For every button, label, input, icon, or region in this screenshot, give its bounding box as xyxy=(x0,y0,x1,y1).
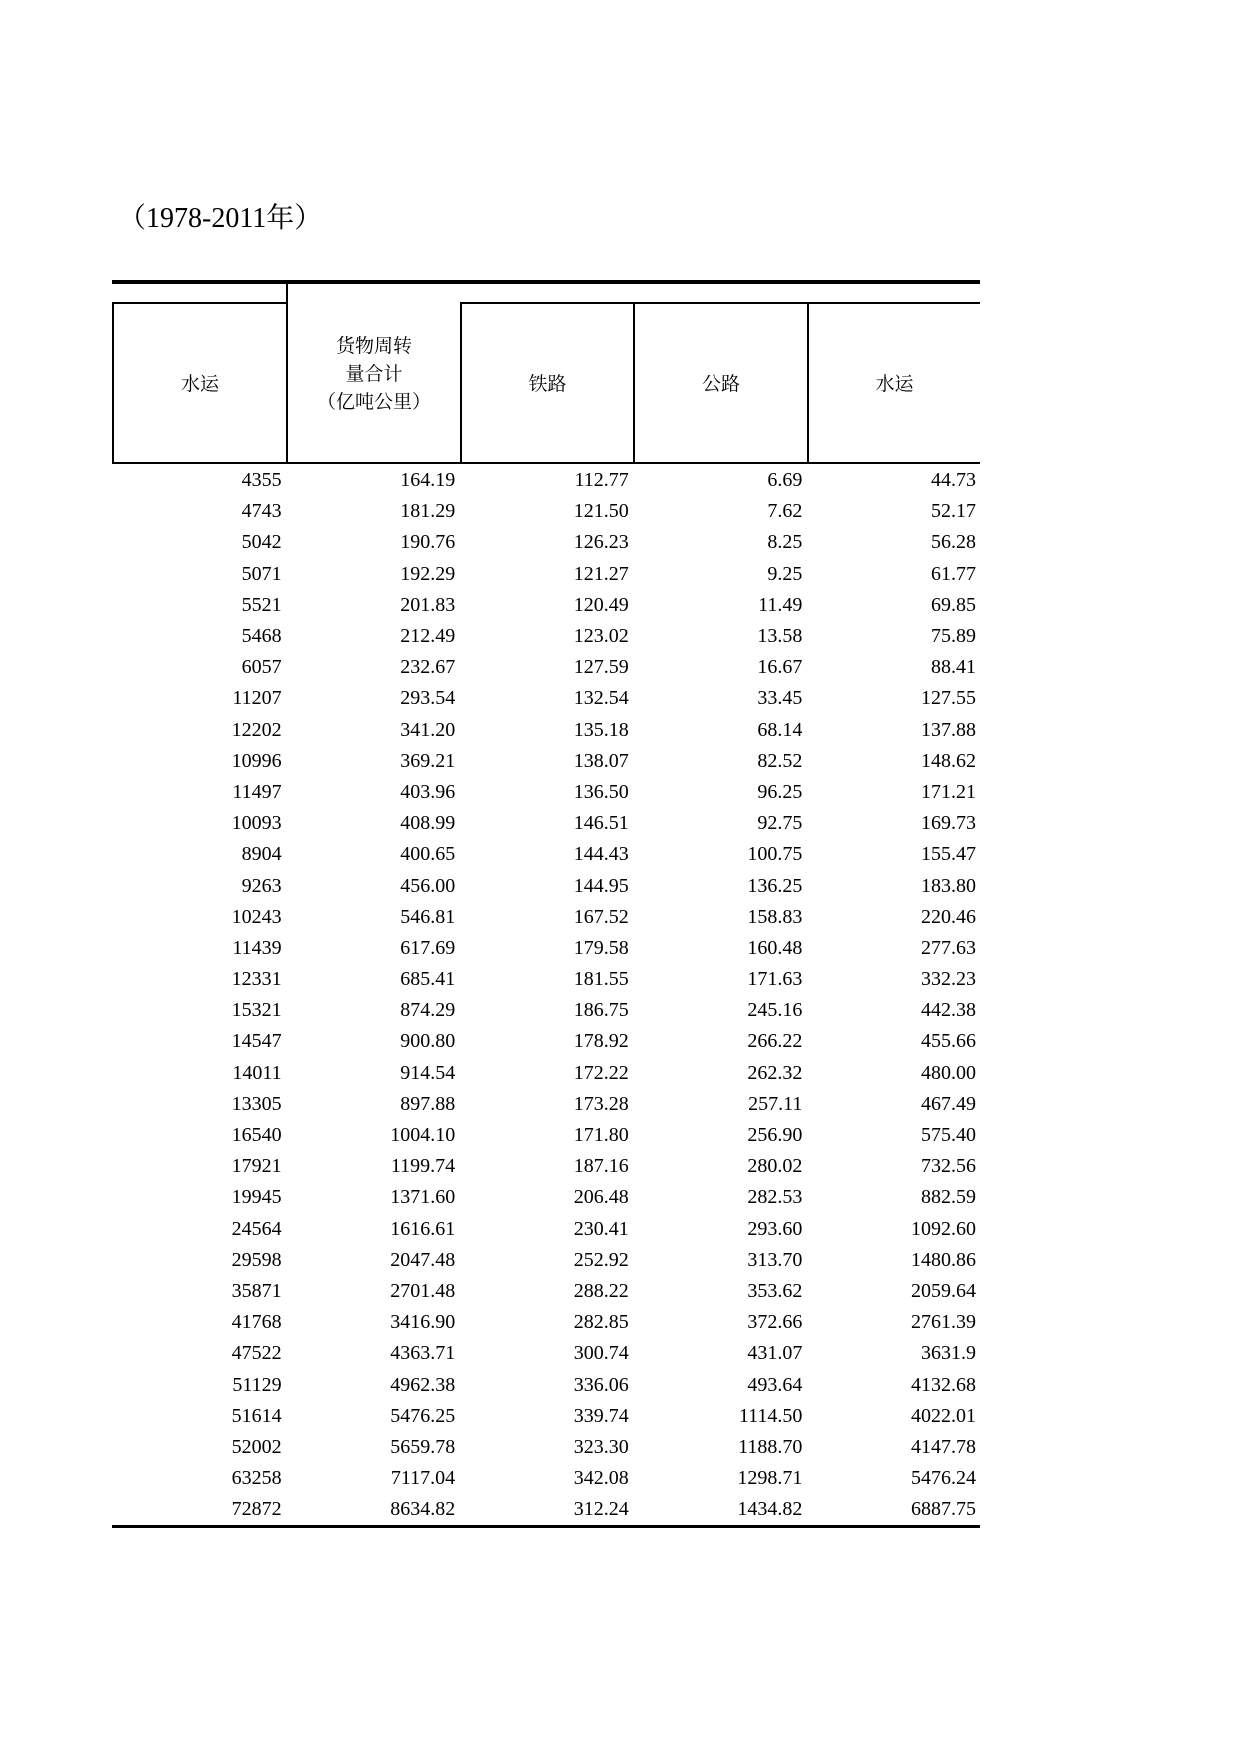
table-cell: 136.50 xyxy=(573,780,629,803)
table-cell: 575.40 xyxy=(920,1124,976,1147)
table-cell: 3416.90 xyxy=(390,1311,456,1334)
table-cell: 266.22 xyxy=(747,1030,803,1053)
table-cell: 11439 xyxy=(232,936,282,959)
table-cell: 92.75 xyxy=(757,812,803,835)
table-cell: 4132.68 xyxy=(910,1373,976,1396)
table-cell: 44.73 xyxy=(930,469,976,492)
table-cell: 897.88 xyxy=(400,1092,456,1115)
table-cell: 135.18 xyxy=(573,718,629,741)
table-row xyxy=(112,1432,980,1463)
table-row xyxy=(112,621,980,652)
table-cell: 5468 xyxy=(241,625,282,648)
table-cell: 164.19 xyxy=(400,469,456,492)
table-cell: 12331 xyxy=(231,968,282,991)
table-row xyxy=(112,1245,980,1276)
table-cell: 82.52 xyxy=(757,749,803,772)
table-row xyxy=(112,465,980,496)
table-cell: 13305 xyxy=(231,1092,282,1115)
table-cell: 187.16 xyxy=(573,1155,629,1178)
table-cell: 685.41 xyxy=(400,968,456,991)
table-cell: 2047.48 xyxy=(390,1248,456,1271)
table-cell: 155.47 xyxy=(920,843,976,866)
table-cell: 230.41 xyxy=(573,1217,629,1240)
table-row xyxy=(112,715,980,746)
table-row xyxy=(112,1369,980,1400)
table-cell: 52002 xyxy=(231,1435,282,1458)
table-cell: 29598 xyxy=(231,1248,282,1271)
table-cell: 4147.78 xyxy=(910,1435,976,1458)
table-cell: 1616.61 xyxy=(390,1217,456,1240)
table-row xyxy=(112,1058,980,1089)
table-cell: 100.75 xyxy=(747,843,803,866)
table-row xyxy=(112,1494,980,1525)
table-cell: 63258 xyxy=(231,1467,282,1490)
table-cell: 10093 xyxy=(231,812,282,835)
table-cell: 35871 xyxy=(231,1279,282,1302)
table-row xyxy=(112,839,980,870)
table-cell: 2701.48 xyxy=(390,1279,456,1302)
table-cell: 900.80 xyxy=(400,1030,456,1053)
table-cell: 75.89 xyxy=(930,625,976,648)
table-cell: 467.49 xyxy=(920,1092,976,1115)
table-cell: 403.96 xyxy=(400,780,456,803)
table-row xyxy=(112,1463,980,1494)
table-cell: 52.17 xyxy=(930,500,976,523)
table-cell: 8.25 xyxy=(767,531,803,554)
table-cell: 51614 xyxy=(231,1404,282,1427)
table-cell: 339.74 xyxy=(573,1404,629,1427)
table-cell: 262.32 xyxy=(747,1061,803,1084)
table-cell: 914.54 xyxy=(400,1061,456,1084)
table-cell: 323.30 xyxy=(573,1435,629,1458)
table-cell: 4363.71 xyxy=(390,1342,456,1365)
table-cell: 144.95 xyxy=(573,874,629,897)
table-cell: 127.55 xyxy=(920,687,976,710)
table-cell: 14011 xyxy=(232,1061,282,1084)
table-cell: 112.77 xyxy=(574,469,629,492)
table-cell: 369.21 xyxy=(400,749,456,772)
table-cell: 148.62 xyxy=(920,749,976,772)
table-cell: 10996 xyxy=(231,749,282,772)
table-cell: 178.92 xyxy=(573,1030,629,1053)
table-cell: 7.62 xyxy=(767,500,803,523)
table-cell: 167.52 xyxy=(573,905,629,928)
table-cell: 179.58 xyxy=(573,936,629,959)
table-cell: 232.67 xyxy=(400,656,456,679)
table-cell: 41768 xyxy=(231,1311,282,1334)
table-row xyxy=(112,1307,980,1338)
table-cell: 6887.75 xyxy=(910,1498,976,1521)
table-row xyxy=(112,1089,980,1120)
table-cell: 5476.25 xyxy=(390,1404,456,1427)
table-row xyxy=(112,496,980,527)
table-row xyxy=(112,933,980,964)
table-cell: 19945 xyxy=(231,1186,282,1209)
table-cell: 51129 xyxy=(232,1373,282,1396)
table-bottom-rule xyxy=(112,1525,980,1528)
table-cell: 144.43 xyxy=(573,843,629,866)
table-row xyxy=(112,746,980,777)
table-cell: 256.90 xyxy=(747,1124,803,1147)
table-cell: 120.49 xyxy=(573,593,629,616)
table-cell: 456.00 xyxy=(400,874,456,897)
table-row xyxy=(112,559,980,590)
table-cell: 181.55 xyxy=(573,968,629,991)
table-cell: 7117.04 xyxy=(390,1467,456,1490)
table-cell: 5659.78 xyxy=(390,1435,456,1458)
table-cell: 3631.9 xyxy=(920,1342,976,1365)
table-cell: 16.67 xyxy=(757,656,803,679)
table-cell: 11207 xyxy=(232,687,282,710)
table-cell: 127.59 xyxy=(573,656,629,679)
table-cell: 160.48 xyxy=(747,936,803,959)
table-cell: 493.64 xyxy=(747,1373,803,1396)
table-title: （1978-2011年） xyxy=(118,203,323,234)
header-waterway: 水运 xyxy=(807,302,980,464)
table-cell: 11.49 xyxy=(758,593,803,616)
table-cell: 220.46 xyxy=(920,905,976,928)
table-cell: 15321 xyxy=(231,999,282,1022)
table-cell: 171.80 xyxy=(573,1124,629,1147)
table-cell: 181.29 xyxy=(400,500,456,523)
table-row xyxy=(112,870,980,901)
table-cell: 442.38 xyxy=(920,999,976,1022)
table-cell: 732.56 xyxy=(920,1155,976,1178)
table-cell: 96.25 xyxy=(757,780,803,803)
table-cell: 88.41 xyxy=(930,656,976,679)
table-cell: 332.23 xyxy=(920,968,976,991)
table-cell: 121.50 xyxy=(573,500,629,523)
table-row xyxy=(112,995,980,1026)
table-row xyxy=(112,1214,980,1245)
table-cell: 372.66 xyxy=(747,1311,803,1334)
header-highway: 公路 xyxy=(633,302,807,464)
table-cell: 11497 xyxy=(232,780,282,803)
table-cell: 336.06 xyxy=(573,1373,629,1396)
table-cell: 69.85 xyxy=(930,593,976,616)
table-row xyxy=(112,1276,980,1307)
header-railway: 铁路 xyxy=(460,302,633,464)
table-cell: 4743 xyxy=(241,500,282,523)
header-bottom-rule xyxy=(112,462,980,464)
table-cell: 169.73 xyxy=(920,812,976,835)
table-cell: 1434.82 xyxy=(737,1498,803,1521)
table-cell: 72872 xyxy=(231,1498,282,1521)
table-cell: 280.02 xyxy=(747,1155,803,1178)
table-cell: 24564 xyxy=(231,1217,282,1240)
table-cell: 183.80 xyxy=(920,874,976,897)
table-cell: 431.07 xyxy=(747,1342,803,1365)
table-row xyxy=(112,902,980,933)
table-cell: 9263 xyxy=(241,874,282,897)
table-cell: 400.65 xyxy=(400,843,456,866)
table-cell: 4355 xyxy=(241,469,282,492)
table-row xyxy=(112,964,980,995)
table-cell: 1199.74 xyxy=(390,1155,456,1178)
table-cell: 4962.38 xyxy=(390,1373,456,1396)
table-row xyxy=(112,1120,980,1151)
table-cell: 12202 xyxy=(231,718,282,741)
table-cell: 1188.70 xyxy=(738,1435,803,1458)
table-cell: 5521 xyxy=(241,593,282,616)
table-row xyxy=(112,1338,980,1369)
table-cell: 408.99 xyxy=(400,812,456,835)
table-cell: 874.29 xyxy=(400,999,456,1022)
table-cell: 282.53 xyxy=(747,1186,803,1209)
table-cell: 5071 xyxy=(241,562,282,585)
table-cell: 293.60 xyxy=(747,1217,803,1240)
table-row xyxy=(112,1026,980,1057)
table-top-rule xyxy=(112,280,980,284)
table-cell: 192.29 xyxy=(400,562,456,585)
table-cell: 252.92 xyxy=(573,1248,629,1271)
table-cell: 206.48 xyxy=(573,1186,629,1209)
table-cell: 121.27 xyxy=(573,562,629,585)
table-cell: 14547 xyxy=(231,1030,282,1053)
table-cell: 16540 xyxy=(231,1124,282,1147)
table-cell: 138.07 xyxy=(573,749,629,772)
table-cell: 282.85 xyxy=(573,1311,629,1334)
table-cell: 212.49 xyxy=(400,625,456,648)
table-cell: 353.62 xyxy=(747,1279,803,1302)
table-cell: 480.00 xyxy=(920,1061,976,1084)
table-cell: 186.75 xyxy=(573,999,629,1022)
table-cell: 171.21 xyxy=(920,780,976,803)
table-cell: 1092.60 xyxy=(910,1217,976,1240)
table-cell: 288.22 xyxy=(573,1279,629,1302)
table-row xyxy=(112,527,980,558)
table-cell: 126.23 xyxy=(573,531,629,554)
table-cell: 136.25 xyxy=(747,874,803,897)
table-cell: 8634.82 xyxy=(390,1498,456,1521)
table-cell: 56.28 xyxy=(930,531,976,554)
table-cell: 245.16 xyxy=(747,999,803,1022)
table-cell: 617.69 xyxy=(400,936,456,959)
table-row xyxy=(112,1182,980,1213)
table-cell: 61.77 xyxy=(930,562,976,585)
table-cell: 172.22 xyxy=(573,1061,629,1084)
table-cell: 190.76 xyxy=(400,531,456,554)
table-cell: 33.45 xyxy=(757,687,803,710)
table-cell: 1004.10 xyxy=(390,1124,456,1147)
table-cell: 137.88 xyxy=(920,718,976,741)
table-cell: 4022.01 xyxy=(910,1404,976,1427)
table-cell: 6057 xyxy=(241,656,282,679)
table-cell: 1371.60 xyxy=(390,1186,456,1209)
table-row xyxy=(112,808,980,839)
table-cell: 1298.71 xyxy=(737,1467,803,1490)
table-cell: 146.51 xyxy=(573,812,629,835)
header-freight-turnover-total: 货物周转 量合计 （亿吨公里） xyxy=(286,284,460,464)
table-cell: 171.63 xyxy=(747,968,803,991)
table-cell: 277.63 xyxy=(920,936,976,959)
table-cell: 13.58 xyxy=(757,625,803,648)
table-cell: 312.24 xyxy=(573,1498,629,1521)
table-row xyxy=(112,1401,980,1432)
table-cell: 5476.24 xyxy=(910,1467,976,1490)
table-cell: 455.66 xyxy=(920,1030,976,1053)
table-body xyxy=(112,465,980,1525)
table-cell: 300.74 xyxy=(573,1342,629,1365)
table-cell: 123.02 xyxy=(573,625,629,648)
table-cell: 9.25 xyxy=(767,562,803,585)
table-cell: 546.81 xyxy=(400,905,456,928)
table-cell: 2761.39 xyxy=(910,1311,976,1334)
table-cell: 132.54 xyxy=(573,687,629,710)
table-cell: 47522 xyxy=(231,1342,282,1365)
table-cell: 882.59 xyxy=(920,1186,976,1209)
table-row xyxy=(112,777,980,808)
table-cell: 341.20 xyxy=(400,718,456,741)
table-cell: 5042 xyxy=(241,531,282,554)
table-row xyxy=(112,1151,980,1182)
table-row xyxy=(112,590,980,621)
table-cell: 1480.86 xyxy=(910,1248,976,1271)
table-cell: 1114.50 xyxy=(738,1404,803,1427)
table-cell: 201.83 xyxy=(400,593,456,616)
table-cell: 6.69 xyxy=(767,469,803,492)
table-cell: 2059.64 xyxy=(910,1279,976,1302)
table-cell: 17921 xyxy=(231,1155,282,1178)
table-cell: 8904 xyxy=(241,843,282,866)
table-cell: 173.28 xyxy=(573,1092,629,1115)
table-cell: 257.11 xyxy=(748,1092,803,1115)
header-water-transport-volume: 水运 xyxy=(112,302,286,464)
table-cell: 10243 xyxy=(231,905,282,928)
table-cell: 342.08 xyxy=(573,1467,629,1490)
table-cell: 293.54 xyxy=(400,687,456,710)
table-cell: 158.83 xyxy=(747,905,803,928)
table-row xyxy=(112,652,980,683)
table-cell: 68.14 xyxy=(757,718,803,741)
table-row xyxy=(112,683,980,714)
table-cell: 313.70 xyxy=(747,1248,803,1271)
